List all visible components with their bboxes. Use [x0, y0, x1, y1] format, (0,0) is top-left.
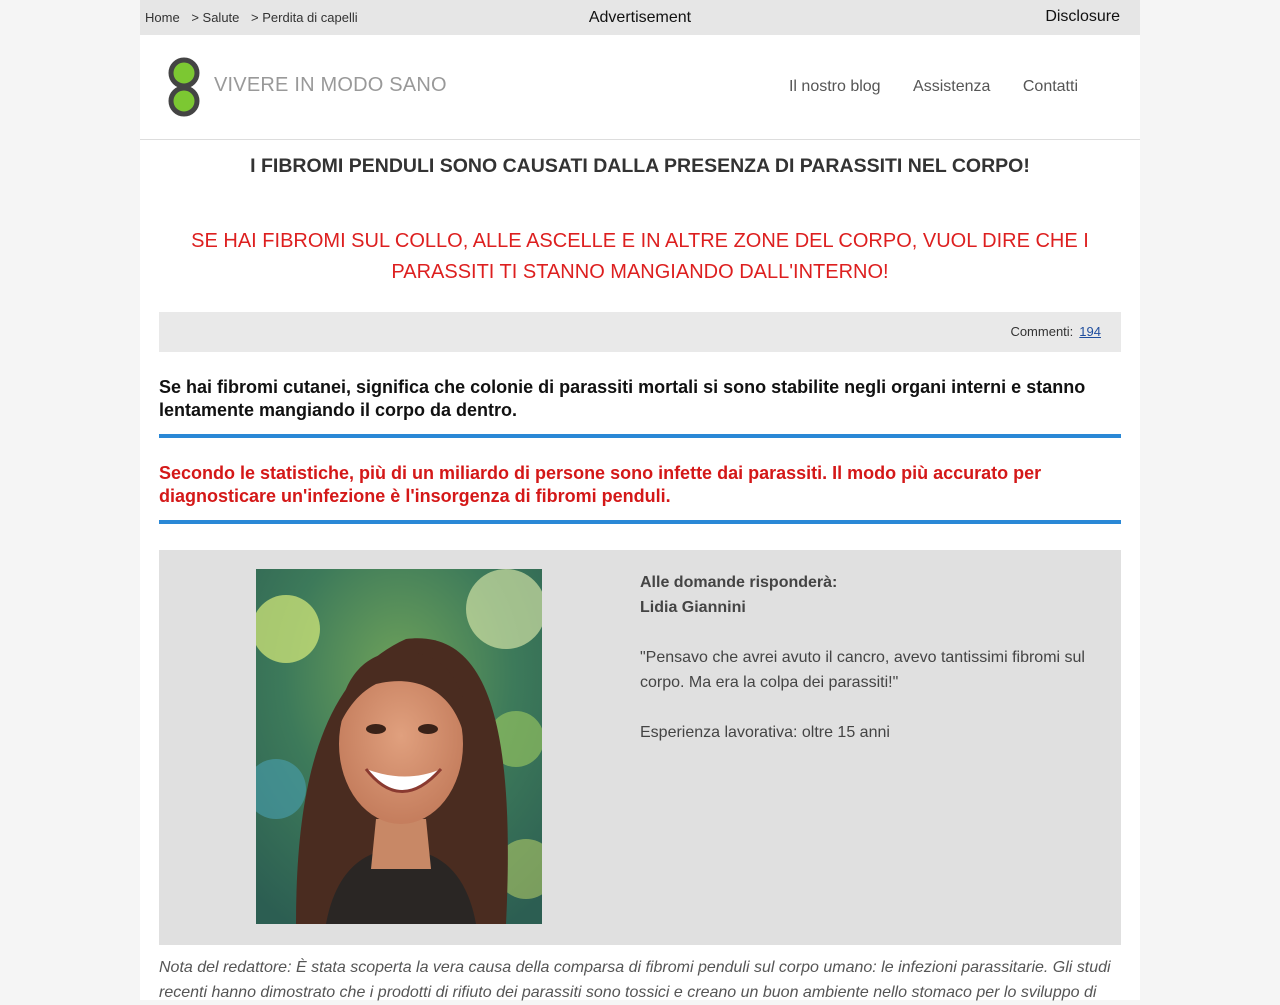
breadcrumb-separator: > [251, 10, 259, 25]
expert-box [159, 550, 1121, 945]
breadcrumb-salute[interactable]: Salute [202, 10, 240, 25]
comments-counter [1010, 324, 1101, 339]
comments-label: Commenti: [1010, 324, 1074, 339]
site-header [140, 35, 1140, 140]
top-bar [140, 0, 1140, 35]
page [140, 0, 1140, 1000]
disclosure-link[interactable]: Disclosure [1045, 8, 1120, 25]
article-headline: I FIBROMI PENDULI SONO CAUSATI DALLA PRESENZA DI PARASSITI NEL CORPO! [250, 155, 1030, 177]
expert-quote: "Pensavo che avrei avuto il cancro, avevo tantissimi fibromi sul corpo. Ma era la colpa dei parassiti!" [640, 649, 1085, 691]
comments-bar [159, 312, 1121, 352]
nav-assistenza[interactable]: Assistenza [913, 78, 991, 95]
expert-intro: Alle domande risponderà: [640, 574, 838, 591]
main-nav [761, 78, 1078, 96]
breadcrumb-separator: > [191, 10, 199, 25]
green-figure-eight-logo-icon[interactable] [166, 57, 202, 117]
site-brand[interactable]: VIVERE IN MODO SANO [214, 74, 447, 96]
article-red-headline: SE HAI FIBROMI SUL COLLO, ALLE ASCELLE E IN ALTRE ZONE DEL CORPO, VUOL DIRE CHE I PARASSITI TI STANNO MANGIANDO DALL'INTERNO! [191, 230, 1089, 283]
expert-name: Lidia Giannini [640, 599, 746, 616]
expert-experience: Esperienza lavorativa: oltre 15 anni [640, 724, 890, 741]
expert-photo [256, 569, 542, 924]
article-lead: Se hai fibromi cutanei, significa che colonie di parassiti mortali si sono stabilite negli organi interni e stanno lentamente mangiando il corpo da dentro. [159, 377, 1086, 420]
article-red-lead: Secondo le statistiche, più di un miliardo di persone sono infette dai parassiti. Il modo più accurato per diagnosticare un'infezione è l'insorgenza di fibromi penduli. [159, 463, 1042, 506]
editor-note: Nota del redattore: È stata scoperta la vera causa della comparsa di fibromi penduli sul corpo umano: le infezioni parassitarie. Gli studi recenti hanno dimostrato che i prodotti di rifiuto dei parassiti sono tossici e creano un buon ambiente nello stomaco per lo sviluppo di [159, 959, 1111, 1001]
expert-bio [640, 570, 1100, 745]
comments-count-link[interactable]: 194 [1079, 324, 1101, 339]
nav-blog[interactable]: Il nostro blog [788, 78, 881, 95]
breadcrumb-home[interactable]: Home [145, 10, 180, 25]
advertisement-label: Advertisement [588, 9, 692, 26]
divider [159, 520, 1121, 524]
divider [159, 434, 1121, 438]
breadcrumb-perdita-di-capelli[interactable]: Perdita di capelli [262, 10, 358, 25]
nav-contatti[interactable]: Contatti [1022, 78, 1078, 95]
